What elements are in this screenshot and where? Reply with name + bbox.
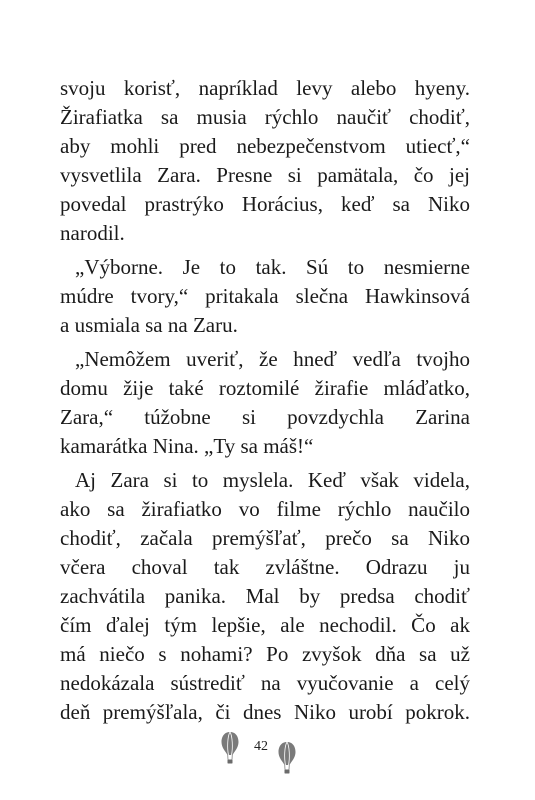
hot-air-balloon-icon: [221, 731, 239, 765]
text-line: Žirafiatka sa musia rýchlo naučiť chodiť,: [60, 105, 470, 129]
text-line: domu žije také roztomilé žirafie mláďatko,: [60, 376, 470, 400]
page-number: 42: [254, 739, 268, 754]
text-line: deň premýšľala, či dnes Niko urobí pokrok.: [60, 700, 470, 724]
text-line: zachvátila panika. Mal by predsa chodiť: [60, 584, 470, 608]
text-line: chodiť, začala premýšľať, prečo sa Niko: [60, 526, 470, 550]
text-line: a usmiala sa na Zaru.: [60, 313, 238, 337]
text-line: nedokázala sústrediť na vyučovanie a celý: [60, 671, 470, 695]
hot-air-balloon-icon: [278, 741, 296, 775]
text-line: Zara,“ túžobne si povzdychla Zarina: [60, 405, 470, 429]
text-line: čím ďalej tým lepšie, ale nechodil. Čo ak: [60, 613, 470, 637]
text-line: svoju korisť, napríklad levy alebo hyeny.: [60, 76, 470, 100]
paragraph: [60, 253, 470, 340]
text-line: narodil.: [60, 221, 125, 245]
text-line: včera choval tak zvláštne. Odrazu ju: [60, 555, 470, 579]
text-line: kamarátka Nina. „Ty sa máš!“: [60, 434, 314, 458]
text-line: „Výborne. Je to tak. Sú to nesmierne: [75, 255, 470, 279]
text-line: povedal prastrýko Horácius, keď sa Niko: [60, 192, 470, 216]
text-line: ako sa žirafiatko vo filme rýchlo naučilo: [60, 497, 470, 521]
text-line: „Nemôžem uveriť, že hneď vedľa tvojho: [75, 347, 470, 371]
paragraph: [60, 345, 470, 461]
text-line: aby mohli pred nebezpečenstvom utiecť,“: [60, 134, 470, 158]
text-line: vysvetlila Zara. Presne si pamätala, čo jej: [60, 163, 470, 187]
text-line: má niečo s nohami? Po zvyšok dňa sa už: [60, 642, 470, 666]
paragraph: [60, 74, 470, 248]
page-footer: [0, 731, 535, 771]
text-line: múdre tvory,“ pritakala slečna Hawkinsová: [60, 284, 470, 308]
text-line: Aj Zara si to myslela. Keď však videla,: [75, 468, 470, 492]
paragraph: [60, 466, 470, 727]
book-page-text: [60, 74, 470, 727]
